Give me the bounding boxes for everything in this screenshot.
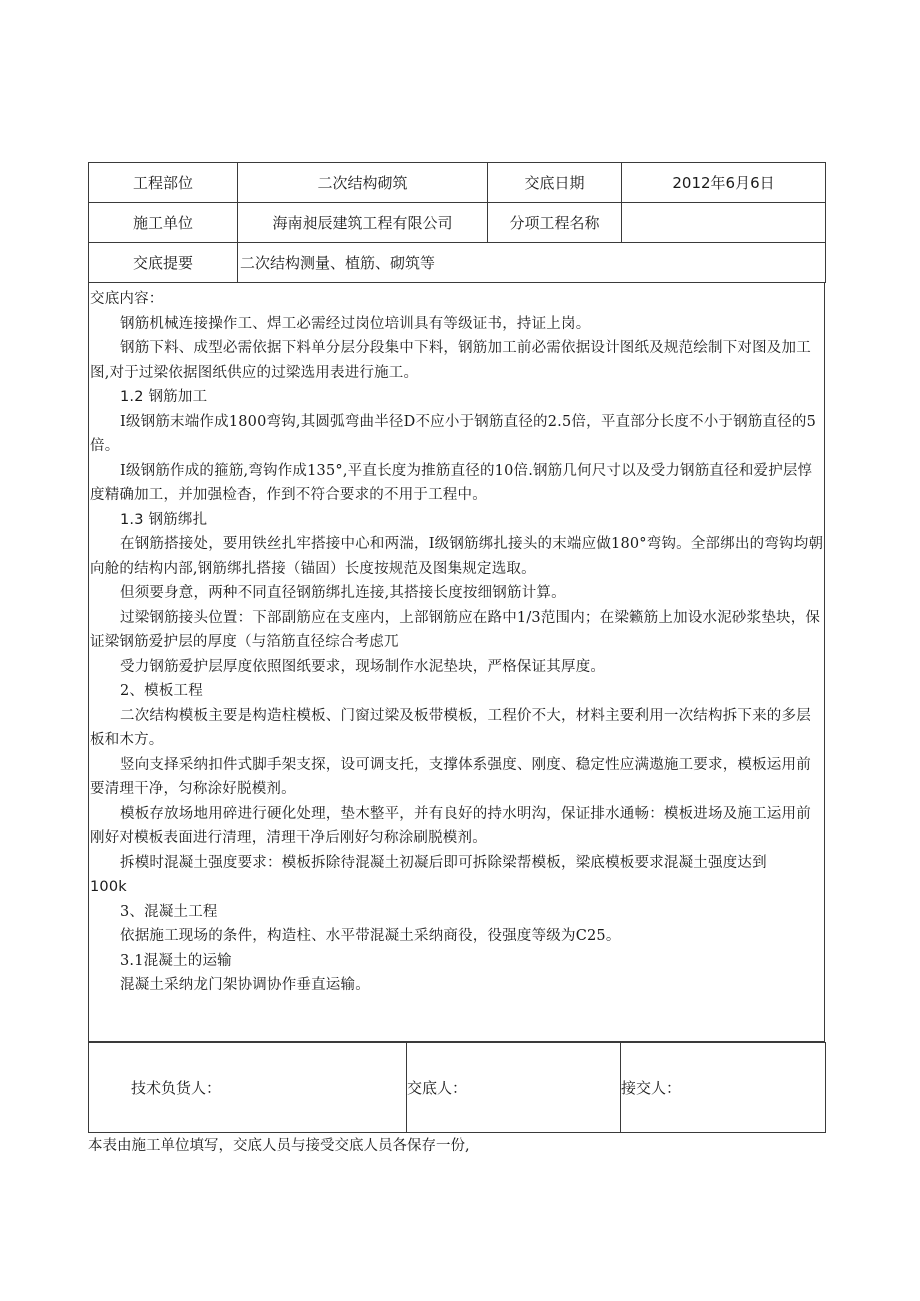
content-paragraph: 二次结构模板主要是构造柱模板、门窗过梁及板带模板，工程价不大，材料主要利用一次结构拆下来的多层板和木方。	[90, 707, 811, 748]
content-paragraph: 拆模时混凝土强度要求：模板拆除待混凝土初凝后即可拆除梁帮模板，梁底模板要求混凝土强度达到	[120, 854, 767, 871]
tech-lead-signature-field[interactable]: 技术负货人：	[89, 1043, 407, 1133]
technical-disclosure-form	[88, 162, 825, 1133]
content-paragraph: 钢筋机械连接操作工、焊工必需经过岗位培训具有等级证书，持证上岗。	[120, 315, 591, 332]
project-location-label: 工程部位	[89, 163, 238, 203]
content-paragraph: 混凝土采纳龙门架协调协作垂直运输。	[120, 977, 370, 993]
content-paragraph: 模板存放场地用碎进行硬化处理，垫木整平，并有良好的持水明沟，保证排水通畅：模板进场及施工运用前刚好对模板表面进行清理，清理干净后刚好匀称涂刷脱模剂。	[90, 805, 811, 846]
header-table	[88, 162, 826, 283]
content-paragraph: 过梁钢筋接头位置：下部副筋应在支座内，上部钢筋应在路中1/3范围内；在梁籁筋上加设水泥砂浆垫块，保证梁钢筋爱护层的厚度（与箔筋直径综合考虑兀	[90, 609, 821, 650]
content-paragraph: 受力钢筋爱护层厚度依照图纸要求，现场制作水泥垫块，严格保证其厚度。	[120, 658, 606, 675]
section-heading: 1.3 钢筋绑扎	[120, 511, 208, 528]
construction-unit-label: 施工单位	[89, 203, 238, 243]
footer-note: 本表由施工单位填写，交底人员与接受交底人员各保存一份,	[88, 1138, 470, 1154]
discloser-signature-field[interactable]: 交底人：	[407, 1043, 621, 1133]
header-row-3	[89, 243, 826, 283]
disclosure-summary-value: 二次结构测量、植筋、砌筑等	[238, 243, 826, 283]
content-paragraph: 钢筋下料、成型必需依据下料单分层分段集中下料，钢筋加工前必需依据设计图纸及规范绘制下对图及加工图,对于过梁依据图纸供应的过梁选用表进行施工。	[90, 340, 811, 381]
section-heading: 3、混凝土工程	[120, 903, 218, 920]
content-paragraph: I级钢筋末端作成1800弯钩,其圆弧弯曲半径D不应小于钢筋直径的2.5倍，平直部分长度不小于钢筋直径的5倍。	[90, 413, 817, 454]
content-paragraph: 但须要身意，两种不同直径钢筋绑扎连接,其搭接长度按细钢筋计算。	[120, 585, 566, 601]
disclosure-date-value: 2012年6月6日	[622, 163, 826, 203]
content-paragraph: I级钢筋作成的箍筋,弯钩作成135°,平直长度为推筋直径的10倍.钢筋几何尺寸以及受力钢筋直径和爱护层惇度精确加工，并加强检杳，作到不符合要求的不用于工程中。	[90, 462, 813, 503]
signature-row	[89, 1043, 826, 1133]
disclosure-content	[88, 283, 825, 1042]
disclosure-summary-label: 交底提要	[89, 243, 238, 283]
content-title: 交底内容：	[90, 291, 164, 307]
signature-table	[88, 1042, 826, 1133]
header-row-1	[89, 163, 826, 203]
receiver-signature-field[interactable]: 接交人：	[621, 1043, 826, 1133]
construction-unit-value: 海南昶辰建筑工程有限公司	[238, 203, 488, 243]
sub-project-name-value	[622, 203, 826, 243]
content-paragraph: 依据施工现场的条件，构造柱、水平带混凝土采纳商役，役强度等级为C25。	[120, 928, 621, 944]
disclosure-date-label: 交底日期	[488, 163, 622, 203]
sub-project-name-label: 分项工程名称	[488, 203, 622, 243]
section-heading: 1.2 钢筋加工	[120, 389, 208, 405]
project-location-value: 二次结构砌筑	[238, 163, 488, 203]
section-heading: 3.1混凝土的运输	[120, 952, 232, 969]
header-row-2	[89, 203, 826, 243]
content-paragraph: 100k	[90, 879, 127, 895]
content-paragraph: 在钢筋搭接处，要用铁丝扎牢搭接中心和两湍，I级钢筋绑扎接头的末端应做180°弯钩。全部绑出的弯钩均朝向舱的结构内部,钢筋绑扎搭接（锚固）长度按规范及图集规定选取。	[90, 536, 824, 577]
content-paragraph: 竖向支择采纳扣件式脚手架支探，设可调支托，支撑体系强度、刚度、稳定性应满遨施工要求，模板运用前要清理干净，匀称涂好脱模剂。	[90, 756, 811, 797]
section-heading: 2、模板工程	[120, 683, 203, 699]
